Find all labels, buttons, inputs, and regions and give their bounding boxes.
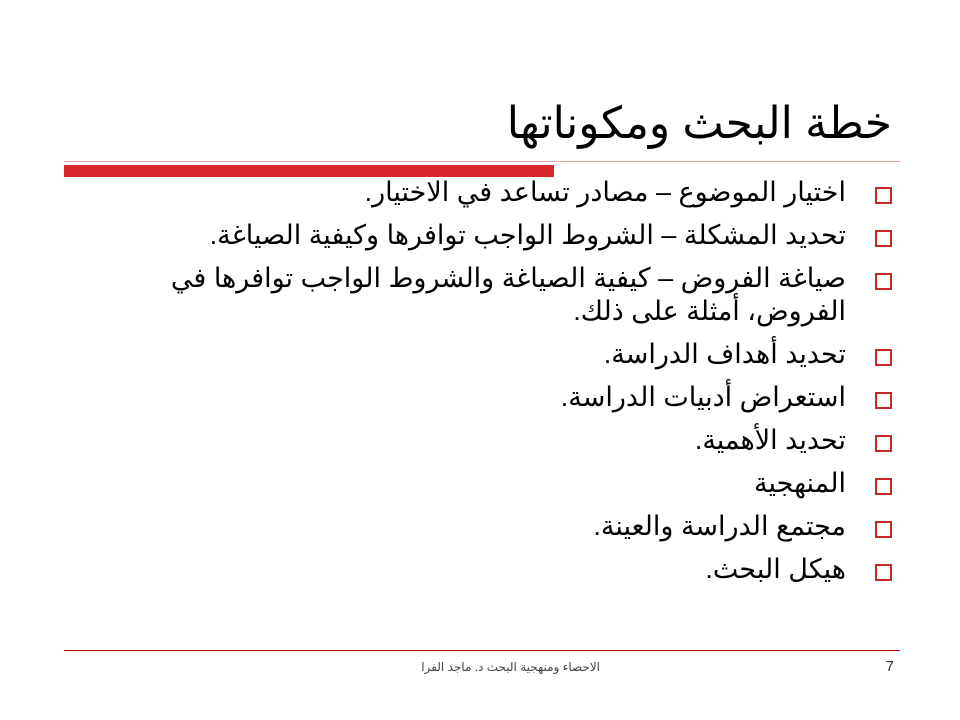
hollow-square-bullet-icon <box>875 187 892 204</box>
bullet-text: هيكل البحث. <box>705 554 846 584</box>
bullet-item <box>102 381 892 414</box>
bullet-text: اختيار الموضوع – مصادر تساعد في الاختيار. <box>364 177 846 207</box>
bullet-list <box>102 176 892 596</box>
bullet-text: تحديد المشكلة – الشروط الواجب توافرها وكيفية الصياغة. <box>209 220 846 250</box>
bullet-item <box>102 219 892 252</box>
bullet-item <box>102 467 892 500</box>
bullet-text: صياغة الفروض – كيفية الصياغة والشروط الواجب توافرها في الفروض، أمثلة على ذلك. <box>170 263 846 326</box>
bullet-item <box>102 553 892 586</box>
bullet-item <box>102 424 892 457</box>
hollow-square-bullet-icon <box>875 435 892 452</box>
bullet-text: تحديد أهداف الدراسة. <box>603 339 846 369</box>
bullet-item <box>102 262 892 328</box>
hollow-square-bullet-icon <box>875 349 892 366</box>
bullet-text: استعراض أدبيات الدراسة. <box>560 382 846 412</box>
hollow-square-bullet-icon <box>875 564 892 581</box>
footer-text: الاحصاء ومنهجية البحث د. ماجد الفرا <box>421 660 600 674</box>
bullet-text: تحديد الأهمية. <box>694 425 846 455</box>
title-divider-line <box>64 161 900 162</box>
bullet-item <box>102 176 892 209</box>
page-number: 7 <box>885 658 894 675</box>
bullet-item <box>102 338 892 371</box>
hollow-square-bullet-icon <box>875 392 892 409</box>
bullet-text: المنهجية <box>754 468 846 498</box>
hollow-square-bullet-icon <box>875 230 892 247</box>
bullet-item <box>102 510 892 543</box>
slide-title: خطة البحث ومكوناتها <box>506 99 892 148</box>
footer-divider-line <box>64 650 900 651</box>
hollow-square-bullet-icon <box>875 521 892 538</box>
hollow-square-bullet-icon <box>875 273 892 290</box>
bullet-text: مجتمع الدراسة والعينة. <box>593 511 846 541</box>
hollow-square-bullet-icon <box>875 478 892 495</box>
